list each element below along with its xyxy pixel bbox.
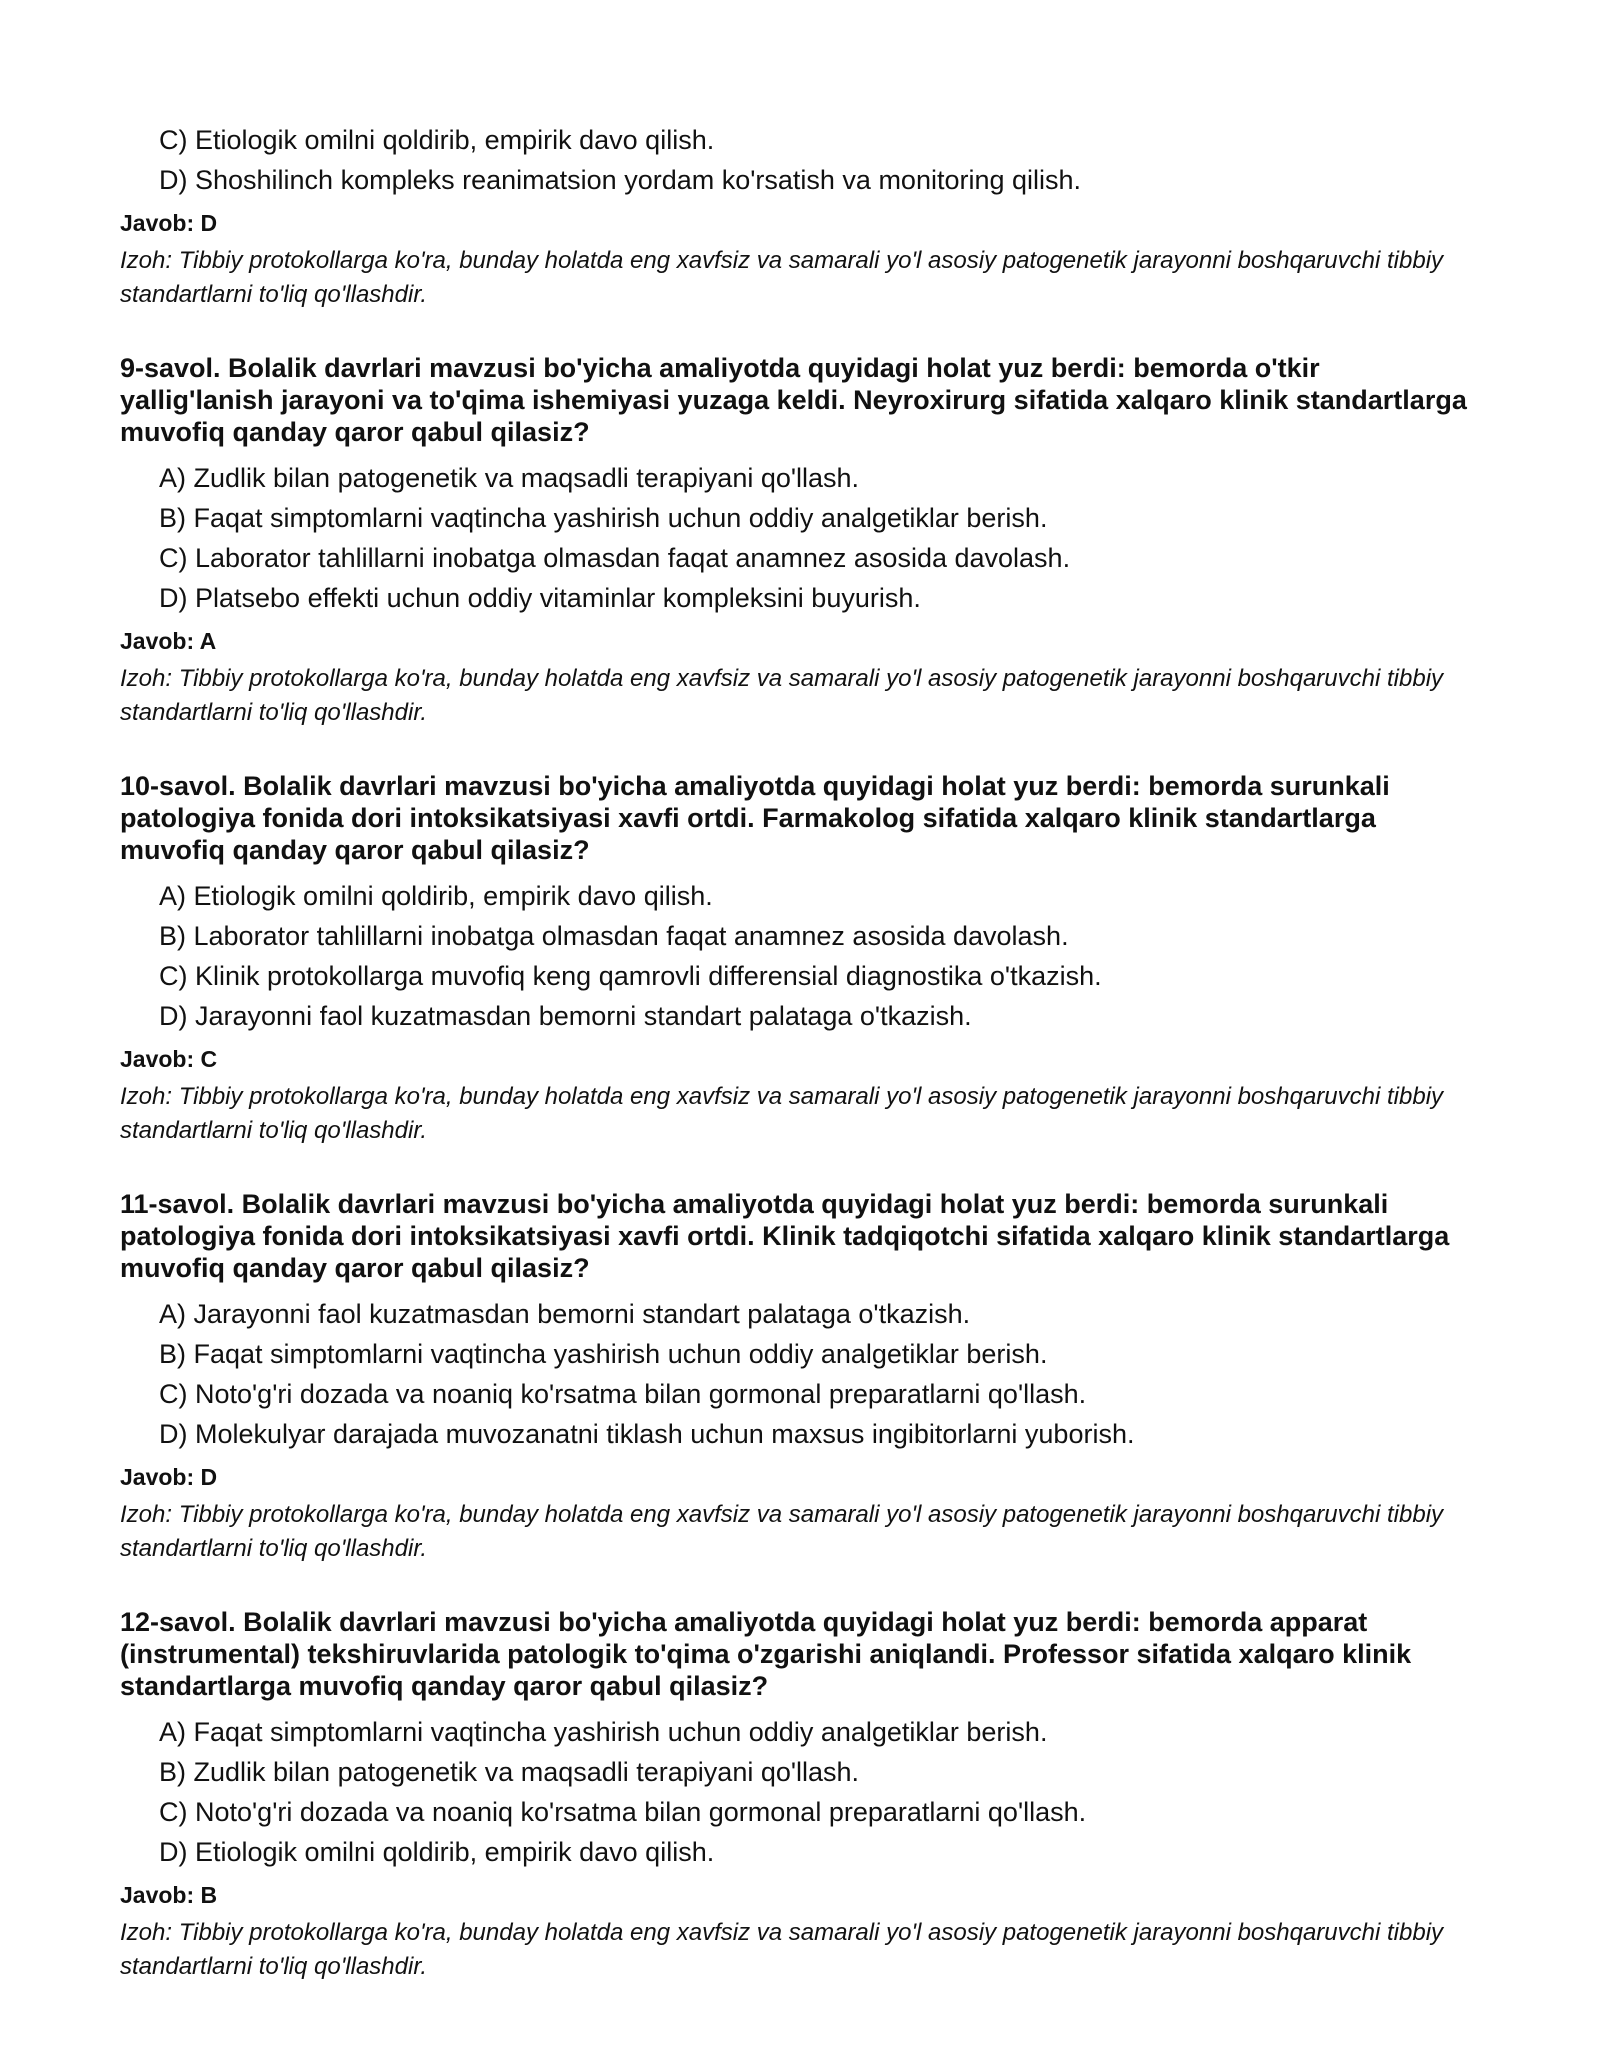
option-b: B) Zudlik bilan patogenetik va maqsadli terapiyani qo'llash. [159, 1757, 860, 1787]
option-c: C) Klinik protokollarga muvofiq keng qamrovli differensial diagnostika o'tkazish. [159, 961, 1102, 991]
explanation: Izoh: Tibbiy protokollarga ko'ra, bunday holatda eng xavfsiz va samarali yo'l asosiy patogenetik jarayonni boshqaruvchi tibbiy standartlarni to'liq qo'llashdir. [120, 247, 1444, 308]
explanation: Izoh: Tibbiy protokollarga ko'ra, bunday holatda eng xavfsiz va samarali yo'l asosiy patogenetik jarayonni boshqaruvchi tibbiy standartlarni to'liq qo'llashdir. [120, 665, 1444, 726]
explanation: Izoh: Tibbiy protokollarga ko'ra, bunday holatda eng xavfsiz va samarali yo'l asosiy patogenetik jarayonni boshqaruvchi tibbiy standartlarni to'liq qo'llashdir. [120, 1501, 1444, 1562]
answer: Javob: D [120, 210, 218, 236]
document-page [120, 120, 1480, 1984]
question-block-9 [120, 352, 1480, 730]
options-list [120, 120, 1480, 200]
options-list [120, 1294, 1480, 1454]
answer: Javob: C [120, 1046, 218, 1072]
option-a: A) Etiologik omilni qoldirib, empirik davo qilish. [159, 881, 713, 911]
explanation: Izoh: Tibbiy protokollarga ko'ra, bunday holatda eng xavfsiz va samarali yo'l asosiy patogenetik jarayonni boshqaruvchi tibbiy standartlarni to'liq qo'llashdir. [120, 1919, 1444, 1980]
option-d: D) Etiologik omilni qoldirib, empirik davo qilish. [159, 1837, 715, 1867]
option-a: A) Faqat simptomlarni vaqtincha yashirish uchun oddiy analgetiklar berish. [159, 1717, 1048, 1747]
options-list [120, 876, 1480, 1036]
option-c: C) Laborator tahlillarni inobatga olmasdan faqat anamnez asosida davolash. [159, 543, 1071, 573]
question-block-10 [120, 770, 1480, 1148]
question-block-11 [120, 1188, 1480, 1566]
option-d: D) Platsebo effekti uchun oddiy vitaminlar kompleksini buyurish. [159, 583, 921, 613]
option-d: D) Shoshilinch kompleks reanimatsion yordam ko'rsatish va monitoring qilish. [159, 165, 1082, 195]
option-a: A) Jarayonni faol kuzatmasdan bemorni standart palataga o'tkazish. [159, 1299, 971, 1329]
option-b: B) Faqat simptomlarni vaqtincha yashirish uchun oddiy analgetiklar berish. [159, 1339, 1048, 1369]
explanation: Izoh: Tibbiy protokollarga ko'ra, bunday holatda eng xavfsiz va samarali yo'l asosiy patogenetik jarayonni boshqaruvchi tibbiy standartlarni to'liq qo'llashdir. [120, 1083, 1444, 1144]
option-c: C) Etiologik omilni qoldirib, empirik davo qilish. [159, 125, 715, 155]
option-d: D) Jarayonni faol kuzatmasdan bemorni standart palataga o'tkazish. [159, 1001, 972, 1031]
option-b: B) Faqat simptomlarni vaqtincha yashirish uchun oddiy analgetiklar berish. [159, 503, 1048, 533]
options-list [120, 1712, 1480, 1872]
answer: Javob: D [120, 1464, 218, 1490]
answer: Javob: B [120, 1882, 218, 1908]
option-b: B) Laborator tahlillarni inobatga olmasdan faqat anamnez asosida davolash. [159, 921, 1069, 951]
question-text: 10-savol. Bolalik davrlari mavzusi bo'yicha amaliyotda quyidagi holat yuz berdi: bemorda surunkali patologiya fonida dori intoksikatsiyasi xavfi ortdi. Farmakolog sifatida xalqaro klinik standartlarga muvofiq qanday qaror qabul qilasiz? [120, 771, 1390, 865]
question-text: 9-savol. Bolalik davrlari mavzusi bo'yicha amaliyotda quyidagi holat yuz berdi: bemorda o'tkir yallig'lanish jarayoni va to'qima ishemiyasi yuzaga keldi. Neyroxirurg sifatida xalqaro klinik standartlarga muvofiq qanday qaror qabul qilasiz? [120, 353, 1467, 447]
answer: Javob: A [120, 628, 217, 654]
option-c: C) Noto'g'ri dozada va noaniq ko'rsatma bilan gormonal preparatlarni qo'llash. [159, 1797, 1087, 1827]
question-text: 12-savol. Bolalik davrlari mavzusi bo'yicha amaliyotda quyidagi holat yuz berdi: bemorda apparat (instrumental) tekshiruvlarida patologik to'qima o'zgarishi aniqlandi. Professor sifatida xalqaro klinik standartlarga muvofiq qanday qaror qabul qilasiz? [120, 1607, 1412, 1701]
option-c: C) Noto'g'ri dozada va noaniq ko'rsatma bilan gormonal preparatlarni qo'llash. [159, 1379, 1087, 1409]
option-d: D) Molekulyar darajada muvozanatni tiklash uchun maxsus ingibitorlarni yuborish. [159, 1419, 1135, 1449]
question-text: 11-savol. Bolalik davrlari mavzusi bo'yicha amaliyotda quyidagi holat yuz berdi: bemorda surunkali patologiya fonida dori intoksikatsiyasi xavfi ortdi. Klinik tadqiqotchi sifatida xalqaro klinik standartlarga muvofiq qanday qaror qabul qilasiz? [120, 1189, 1450, 1283]
question-block-12 [120, 1606, 1480, 1984]
option-a: A) Zudlik bilan patogenetik va maqsadli terapiyani qo'llash. [159, 463, 860, 493]
question-8-continuation [120, 120, 1480, 312]
options-list [120, 458, 1480, 618]
